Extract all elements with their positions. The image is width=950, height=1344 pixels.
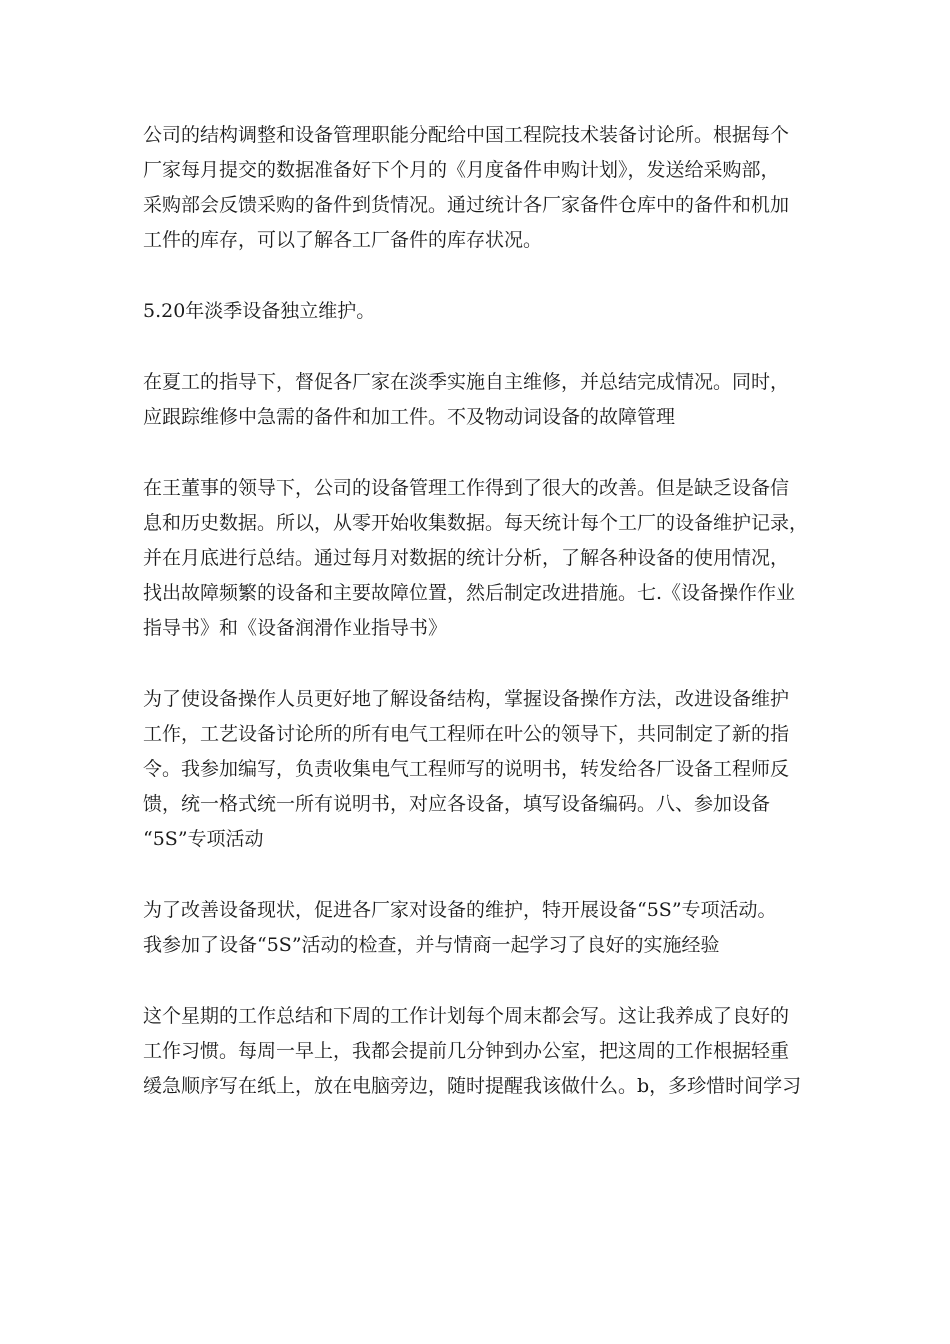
text-line: 我参加了设备“5S”活动的检查，并与情商一起学习了良好的实施经验 <box>143 934 720 956</box>
text-line: 应跟踪维修中急需的备件和加工件。不及物动词设备的故障管理 <box>143 406 676 428</box>
text-line: 指导书》和《设备润滑作业指导书》 <box>143 617 448 639</box>
text-line: 厂家每月提交的数据准备好下个月的《月度备件申购计划》，发送给采购部， <box>143 159 780 181</box>
text-line: 工作，工艺设备讨论所的所有电气工程师在叶公的领导下，共同制定了新的指 <box>143 723 790 745</box>
section-heading-5 <box>143 294 823 329</box>
paragraph-5 <box>143 893 823 963</box>
text-line: 5.20年淡季设备独立维护。 <box>143 300 376 322</box>
paragraph-2 <box>143 365 823 435</box>
text-line: 采购部会反馈采购的备件到货情况。通过统计各厂家备件仓库中的备件和机加 <box>143 194 790 216</box>
document-body <box>143 118 823 1140</box>
text-line: 工件的库存，可以了解各工厂备件的库存状况。 <box>143 229 543 251</box>
text-line: 工作习惯。每周一早上，我都会提前几分钟到办公室，把这周的工作根据轻重 <box>143 1040 790 1062</box>
text-line: 息和历史数据。所以，从零开始收集数据。每天统计每个工厂的设备维护记录， <box>143 512 809 534</box>
text-line: 令。我参加编写，负责收集电气工程师写的说明书，转发给各厂设备工程师反 <box>143 758 790 780</box>
text-line: 公司的结构调整和设备管理职能分配给中国工程院技术装备讨论所。根据每个 <box>143 124 790 146</box>
text-line: 在王董事的领导下，公司的设备管理工作得到了很大的改善。但是缺乏设备信 <box>143 477 790 499</box>
text-line: 为了改善设备现状，促进各厂家对设备的维护，特开展设备“5S”专项活动。 <box>143 899 777 921</box>
text-line: 这个星期的工作总结和下周的工作计划每个周末都会写。这让我养成了良好的 <box>143 1005 790 1027</box>
paragraph-1 <box>143 118 823 258</box>
text-line: 并在月底进行总结。通过每月对数据的统计分析，了解各种设备的使用情况， <box>143 547 790 569</box>
text-line: 为了使设备操作人员更好地了解设备结构，掌握设备操作方法，改进设备维护 <box>143 688 790 710</box>
text-line: 在夏工的指导下，督促各厂家在淡季实施自主维修，并总结完成情况。同时， <box>143 371 790 393</box>
text-line: 馈，统一格式统一所有说明书，对应各设备，填写设备编码。八、参加设备 <box>143 793 771 815</box>
paragraph-3 <box>143 471 823 646</box>
text-line: “5S”专项活动 <box>143 828 264 850</box>
paragraph-4 <box>143 682 823 857</box>
text-line: 缓急顺序写在纸上，放在电脑旁边，随时提醒我该做什么。b，多珍惜时间学习 <box>143 1075 802 1097</box>
paragraph-6 <box>143 999 823 1104</box>
text-line: 找出故障频繁的设备和主要故障位置，然后制定改进措施。七.《设备操作作业 <box>143 582 796 604</box>
